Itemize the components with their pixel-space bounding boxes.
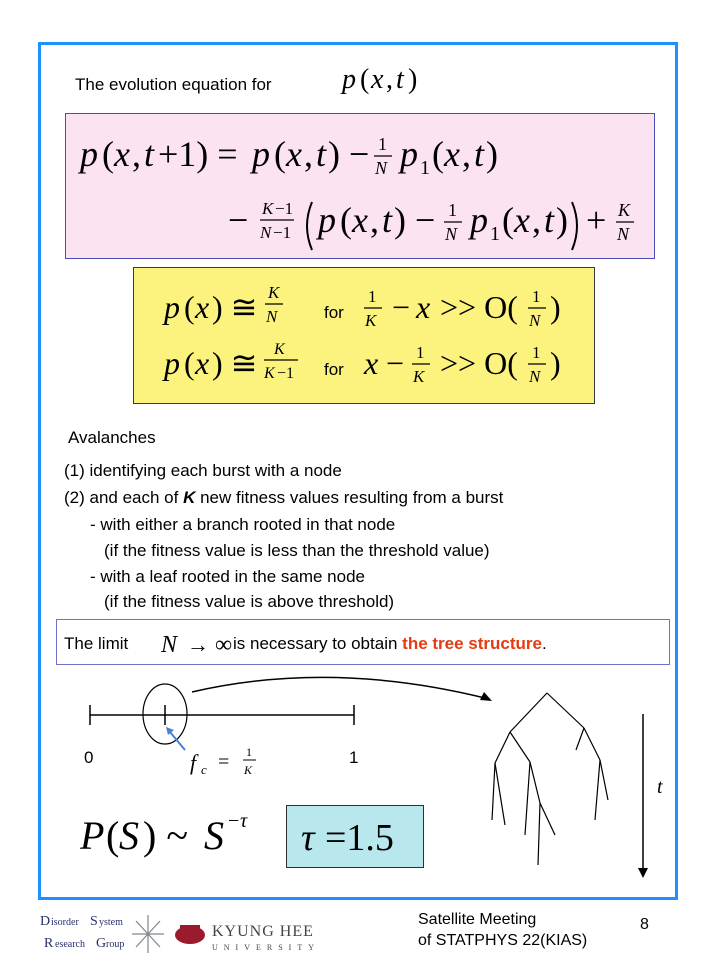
avalanches-title: Avalanches	[68, 428, 156, 447]
svg-text:1: 1	[448, 200, 457, 220]
limit-math	[157, 628, 237, 660]
svg-text:UNIVERSITY: UNIVERSITY	[212, 943, 320, 952]
svg-text:S: S	[119, 813, 139, 858]
power-law	[80, 805, 270, 865]
svg-text:): )	[556, 200, 568, 240]
svg-text:−1: −1	[275, 199, 294, 218]
meeting-line-2: of STATPHYS 22(KIAS)	[418, 932, 588, 949]
svg-text:p: p	[318, 200, 336, 240]
svg-text:τ: τ	[301, 817, 315, 859]
svg-text:S: S	[90, 914, 98, 929]
svg-text:x: x	[352, 200, 368, 240]
svg-text:N: N	[375, 158, 388, 178]
svg-text:(: (	[184, 345, 195, 381]
svg-text:K: K	[365, 311, 377, 330]
svg-text:x: x	[514, 200, 530, 240]
svg-text:p: p	[470, 200, 488, 240]
svg-text:K: K	[262, 199, 274, 218]
svg-text:c: c	[201, 762, 207, 777]
svg-text:p: p	[164, 345, 180, 381]
svg-text:−1: −1	[277, 365, 295, 382]
heading-math	[340, 60, 440, 100]
svg-text:x: x	[444, 134, 460, 174]
svg-text:1: 1	[368, 287, 377, 306]
svg-text:p: p	[80, 134, 98, 174]
svg-text:(: (	[502, 200, 514, 240]
svg-text:1: 1	[420, 157, 430, 179]
svg-text:→: →	[187, 632, 209, 657]
svg-text:t: t	[544, 200, 555, 240]
limit-pre: The limit	[64, 634, 129, 653]
svg-text:x: x	[371, 64, 384, 95]
svg-text:τ: τ	[240, 810, 248, 832]
svg-text:−: −	[386, 345, 405, 381]
svg-text:N: N	[161, 632, 178, 658]
svg-text:K: K	[618, 200, 631, 220]
svg-text:1: 1	[246, 745, 252, 759]
svg-text:p: p	[400, 134, 418, 174]
svg-text:(: (	[340, 200, 352, 240]
svg-text:−: −	[228, 810, 240, 832]
avalanche-sub-2-note: (if the fitness value is above threshold)	[104, 592, 395, 611]
svg-text:x: x	[195, 289, 210, 325]
svg-text:N: N	[260, 223, 272, 242]
svg-text:): )	[550, 345, 561, 381]
avalanche-tree	[492, 693, 608, 865]
evolution-equation-box	[65, 113, 655, 259]
svg-text:G: G	[96, 936, 107, 951]
svg-text:esearch: esearch	[55, 939, 85, 950]
svg-text:>> O(: >> O(	[440, 345, 518, 381]
svg-text:(: (	[184, 289, 195, 325]
svg-text:−: −	[228, 200, 249, 240]
limit-text: is necessary to obtain the tree structure.	[233, 634, 547, 653]
k-symbol: K	[183, 488, 196, 507]
svg-text:N: N	[617, 224, 630, 244]
svg-text:>> O(: >> O(	[440, 289, 518, 325]
svg-text:) ≅: ) ≅	[212, 345, 258, 381]
svg-text:,: ,	[462, 134, 471, 174]
svg-text:): )	[408, 64, 418, 95]
for-label-2: for	[324, 360, 344, 379]
svg-text:t: t	[144, 134, 155, 174]
svg-text:,: ,	[132, 134, 141, 174]
for-label-1: for	[324, 303, 344, 322]
svg-text:S: S	[204, 813, 224, 858]
svg-text:roup: roup	[106, 939, 125, 950]
avalanche-item-1: (1) identifying each burst with a node	[64, 461, 342, 480]
number-line-zero: 0	[84, 748, 94, 767]
evolution-equation	[66, 114, 654, 258]
svg-text:N: N	[529, 311, 541, 330]
svg-text:,: ,	[386, 64, 393, 95]
svg-text:) ~: ) ~	[143, 813, 188, 858]
svg-text:=: =	[218, 751, 230, 773]
svg-text:): )	[550, 289, 561, 325]
svg-text:1: 1	[490, 223, 500, 245]
svg-text:,: ,	[304, 134, 313, 174]
approximation-equations	[134, 268, 594, 403]
svg-text:1: 1	[416, 343, 425, 362]
number-line-one: 1	[349, 748, 359, 767]
meeting-line-1: Satellite Meeting	[418, 911, 537, 928]
svg-text:∞: ∞	[215, 632, 233, 658]
mapping-arrow	[192, 677, 485, 698]
svg-text:P: P	[80, 813, 105, 858]
avalanche-sub-1-note: (if the fitness value is less than the threshold value)	[104, 541, 490, 560]
svg-text:) −: ) −	[394, 200, 436, 240]
svg-text:+: +	[586, 200, 607, 240]
svg-text:R: R	[44, 936, 54, 951]
svg-text:) −: ) −	[328, 134, 370, 174]
svg-text:x: x	[195, 345, 210, 381]
heading: The evolution equation for	[75, 75, 272, 94]
svg-text:+1) =: +1) =	[158, 134, 238, 174]
svg-text:ystem: ystem	[99, 917, 123, 928]
svg-text:isorder: isorder	[51, 917, 79, 928]
dsrg-logo	[40, 914, 164, 953]
svg-text:1: 1	[532, 343, 541, 362]
svg-text:1: 1	[532, 287, 541, 306]
svg-text:p: p	[342, 64, 356, 95]
svg-text:x: x	[416, 289, 431, 325]
svg-text:t: t	[316, 134, 327, 174]
tree-structure-highlight: the tree structure	[402, 634, 542, 653]
svg-text:K: K	[274, 341, 285, 358]
svg-text:D: D	[40, 914, 51, 929]
svg-text:x: x	[364, 345, 379, 381]
svg-text:p: p	[164, 289, 180, 325]
svg-text:): )	[486, 134, 498, 174]
time-label: t	[657, 776, 663, 798]
footer-logos	[40, 905, 330, 957]
svg-text:−1: −1	[273, 223, 292, 242]
svg-text:N: N	[445, 224, 458, 244]
svg-text:x: x	[114, 134, 130, 174]
avalanche-sub-2: - with a leaf rooted in the same node	[90, 567, 365, 586]
page-number: 8	[640, 916, 649, 933]
svg-text:=1.5: =1.5	[325, 817, 394, 859]
svg-text:(: (	[360, 64, 370, 95]
limit-box	[56, 619, 670, 665]
svg-text:p: p	[252, 134, 270, 174]
tau-box	[286, 805, 424, 868]
tau-value	[287, 806, 423, 867]
svg-text:,: ,	[370, 200, 379, 240]
kyung-hee-logo	[175, 923, 320, 952]
svg-text:K: K	[264, 365, 275, 382]
svg-text:(: (	[106, 813, 120, 858]
svg-text:1: 1	[378, 134, 387, 154]
svg-text:(: (	[102, 134, 114, 174]
svg-text:t: t	[382, 200, 393, 240]
svg-text:N: N	[529, 367, 541, 386]
svg-text:,: ,	[532, 200, 541, 240]
svg-text:K: K	[268, 283, 280, 302]
svg-text:N: N	[266, 307, 278, 326]
svg-text:K: K	[244, 763, 253, 777]
svg-text:(: (	[274, 134, 286, 174]
svg-text:t: t	[474, 134, 485, 174]
svg-text:x: x	[286, 134, 302, 174]
svg-text:) ≅: ) ≅	[212, 289, 258, 325]
avalanche-sub-1: - with either a branch rooted in that node	[90, 515, 396, 534]
svg-text:(: (	[432, 134, 444, 174]
svg-text:f: f	[190, 750, 197, 775]
svg-text:K: K	[413, 367, 425, 386]
svg-text:−: −	[392, 289, 411, 325]
svg-text:KYUNG HEE: KYUNG HEE	[212, 923, 314, 940]
avalanche-item-2: (2) and each of K new fitness values resulting from a burst	[64, 488, 504, 507]
approximation-box	[133, 267, 595, 404]
svg-text:t: t	[396, 64, 404, 95]
